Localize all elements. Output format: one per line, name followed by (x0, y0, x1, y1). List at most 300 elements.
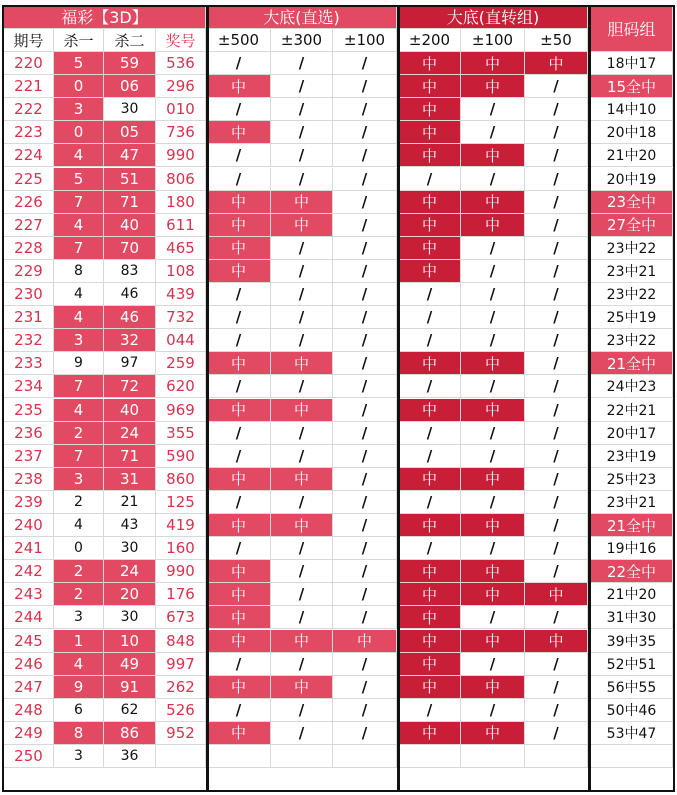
period-cell: 242 (4, 560, 54, 583)
hit-mark-cell: 中 (461, 583, 525, 606)
prize-cell: 259 (156, 352, 206, 375)
hit-mark-cell (271, 745, 333, 768)
prize-cell: 620 (156, 375, 206, 398)
hit-mark-cell: / (207, 144, 271, 167)
hit-mark-cell: / (333, 191, 397, 214)
kill1-cell: 4 (54, 283, 104, 306)
hit-mark-cell: 中 (461, 144, 525, 167)
kill1-cell: 4 (54, 514, 104, 537)
hit-mark-cell: / (333, 399, 397, 422)
hit-mark-cell: / (207, 52, 271, 75)
hit-mark-cell: / (399, 445, 461, 468)
hit-mark-cell: / (399, 306, 461, 329)
hit-mark-cell: / (525, 144, 588, 167)
hit-mark-cell: 中 (207, 722, 271, 745)
hit-mark-cell: / (461, 699, 525, 722)
kill1-cell: 6 (54, 699, 104, 722)
kill1-cell: 9 (54, 676, 104, 699)
prize-cell: 997 (156, 653, 206, 676)
kill2-cell: 24 (104, 422, 156, 445)
hit-mark-cell: / (399, 491, 461, 514)
hit-mark-cell: 中 (207, 676, 271, 699)
hit-mark-cell: / (271, 653, 333, 676)
hit-mark-cell: 中 (399, 722, 461, 745)
period-cell: 228 (4, 237, 54, 260)
hit-mark-cell: 中 (399, 237, 461, 260)
kill1-cell: 9 (54, 352, 104, 375)
hit-mark-cell: / (333, 214, 397, 237)
period-cell: 239 (4, 491, 54, 514)
danma-cell: 24中23 (591, 375, 673, 398)
kill2-cell: 05 (104, 121, 156, 144)
kill1-cell: 4 (54, 306, 104, 329)
period-cell: 227 (4, 214, 54, 237)
hit-mark-cell: / (271, 375, 333, 398)
danma-cell: 15全中 (591, 75, 673, 98)
kill2-cell: 40 (104, 214, 156, 237)
hit-mark-cell: 中 (399, 52, 461, 75)
hit-mark-cell: 中 (399, 121, 461, 144)
kill1-cell: 0 (54, 121, 104, 144)
hit-mark-cell: 中 (271, 352, 333, 375)
danma-cell: 20中17 (591, 422, 673, 445)
period-cell: 233 (4, 352, 54, 375)
hit-mark-cell: / (207, 306, 271, 329)
period-cell: 224 (4, 144, 54, 167)
kill2-cell: 49 (104, 653, 156, 676)
danma-cell: 27全中 (591, 214, 673, 237)
prize-cell: 465 (156, 237, 206, 260)
hit-mark-cell: / (207, 537, 271, 560)
danma-cell: 23中21 (591, 260, 673, 283)
hit-mark-cell: 中 (525, 630, 588, 653)
hit-mark-cell: 中 (207, 606, 271, 629)
hit-mark-cell: 中 (271, 630, 333, 653)
kill1-cell: 4 (54, 214, 104, 237)
hit-mark-cell (207, 745, 271, 768)
danma-cell: 20中19 (591, 168, 673, 191)
hit-mark-cell: / (525, 491, 588, 514)
hit-mark-cell: 中 (207, 468, 271, 491)
hit-mark-cell: / (207, 422, 271, 445)
danma-cell: 21全中 (591, 514, 673, 537)
period-cell: 248 (4, 699, 54, 722)
hit-mark-cell: 中 (461, 214, 525, 237)
danma-cell: 22全中 (591, 560, 673, 583)
hit-mark-cell: / (399, 375, 461, 398)
hit-mark-cell: / (207, 375, 271, 398)
period-cell: 229 (4, 260, 54, 283)
kill1-cell: 0 (54, 75, 104, 98)
hit-mark-cell: / (525, 191, 588, 214)
column-separator (397, 5, 400, 792)
period-cell: 250 (4, 745, 54, 768)
hit-mark-cell: / (525, 399, 588, 422)
hit-mark-cell: 中 (461, 722, 525, 745)
kill1-cell: 3 (54, 329, 104, 352)
period-cell: 247 (4, 676, 54, 699)
row-separator (2, 790, 675, 792)
column-separator (673, 5, 675, 792)
danma-cell: 23中19 (591, 445, 673, 468)
hit-mark-cell: 中 (207, 630, 271, 653)
hit-mark-cell: / (333, 606, 397, 629)
hit-mark-cell: / (207, 445, 271, 468)
hit-mark-cell: / (271, 722, 333, 745)
kill2-cell: 36 (104, 745, 156, 768)
hit-mark-cell: / (461, 375, 525, 398)
prize-cell: 010 (156, 98, 206, 121)
hit-mark-cell: / (271, 75, 333, 98)
hit-mark-cell: / (271, 583, 333, 606)
danma-cell: 23中22 (591, 237, 673, 260)
hit-mark-cell: 中 (271, 468, 333, 491)
hit-mark-cell: 中 (461, 514, 525, 537)
kill2-cell: 32 (104, 329, 156, 352)
kill1-cell: 7 (54, 445, 104, 468)
hit-mark-cell: / (525, 98, 588, 121)
danma-cell: 14中10 (591, 98, 673, 121)
hit-mark-cell: 中 (399, 214, 461, 237)
hit-mark-cell: / (333, 560, 397, 583)
hit-mark-cell: 中 (461, 676, 525, 699)
period-cell: 231 (4, 306, 54, 329)
hit-mark-cell: / (207, 329, 271, 352)
kill1-cell: 7 (54, 375, 104, 398)
kill2-cell: 40 (104, 399, 156, 422)
hit-mark-cell: 中 (399, 606, 461, 629)
hit-mark-cell: 中 (271, 514, 333, 537)
hit-mark-cell: / (399, 422, 461, 445)
danma-cell: 39中35 (591, 630, 673, 653)
hit-mark-cell: 中 (525, 583, 588, 606)
prize-cell: 180 (156, 191, 206, 214)
period-cell: 236 (4, 422, 54, 445)
column-separator (2, 5, 4, 792)
kill1-cell: 4 (54, 144, 104, 167)
hit-mark-cell: / (525, 283, 588, 306)
danma-cell: 21全中 (591, 352, 673, 375)
col-header-prize: 奖号 (156, 29, 206, 52)
hit-mark-cell: / (271, 283, 333, 306)
prize-cell: 736 (156, 121, 206, 144)
period-cell: 226 (4, 191, 54, 214)
hit-mark-cell: 中 (207, 191, 271, 214)
hit-mark-cell: / (461, 168, 525, 191)
hit-mark-cell: 中 (399, 560, 461, 583)
col-header-z300: ±300 (271, 29, 333, 52)
hit-mark-cell: 中 (333, 630, 397, 653)
hit-mark-cell (399, 745, 461, 768)
kill1-cell: 2 (54, 583, 104, 606)
hit-mark-cell: / (525, 306, 588, 329)
hit-mark-cell: / (525, 537, 588, 560)
kill1-cell: 3 (54, 745, 104, 768)
hit-mark-cell: / (525, 121, 588, 144)
hit-mark-cell: / (271, 329, 333, 352)
hit-mark-cell: / (333, 722, 397, 745)
hit-mark-cell: 中 (399, 514, 461, 537)
hit-mark-cell: / (525, 168, 588, 191)
hit-mark-cell: 中 (399, 191, 461, 214)
kill1-cell: 3 (54, 468, 104, 491)
hit-mark-cell: / (333, 375, 397, 398)
period-cell: 235 (4, 399, 54, 422)
period-cell: 240 (4, 514, 54, 537)
kill2-cell: 10 (104, 630, 156, 653)
hit-mark-cell: / (525, 237, 588, 260)
hit-mark-cell: 中 (399, 399, 461, 422)
kill1-cell: 3 (54, 98, 104, 121)
prize-cell: 860 (156, 468, 206, 491)
hit-mark-cell: / (399, 329, 461, 352)
kill2-cell: 30 (104, 98, 156, 121)
hit-mark-cell: / (333, 98, 397, 121)
period-cell: 232 (4, 329, 54, 352)
hit-mark-cell: / (461, 537, 525, 560)
kill1-cell: 1 (54, 630, 104, 653)
hit-mark-cell: / (271, 144, 333, 167)
kill1-cell: 2 (54, 422, 104, 445)
hit-mark-cell: / (271, 445, 333, 468)
kill1-cell: 4 (54, 653, 104, 676)
kill2-cell: 51 (104, 168, 156, 191)
hit-mark-cell: / (525, 722, 588, 745)
hit-mark-cell: / (525, 75, 588, 98)
hit-mark-cell: 中 (207, 352, 271, 375)
kill2-cell: 70 (104, 237, 156, 260)
hit-mark-cell: 中 (271, 191, 333, 214)
kill2-cell: 06 (104, 75, 156, 98)
hit-mark-cell: 中 (399, 75, 461, 98)
period-cell: 234 (4, 375, 54, 398)
danma-cell: 23中21 (591, 491, 673, 514)
danma-cell: 19中16 (591, 537, 673, 560)
danma-cell: 21中20 (591, 144, 673, 167)
hit-mark-cell: 中 (271, 399, 333, 422)
hit-mark-cell: / (271, 52, 333, 75)
col-header-g100: ±100 (461, 29, 525, 52)
kill2-cell: 30 (104, 606, 156, 629)
header-dadi-zhixuan: 大底(直选) (207, 5, 397, 29)
hit-mark-cell: / (525, 560, 588, 583)
hit-mark-cell: / (271, 491, 333, 514)
period-cell: 222 (4, 98, 54, 121)
hit-mark-cell: 中 (399, 352, 461, 375)
danma-cell: 22中21 (591, 399, 673, 422)
col-header-period: 期号 (4, 29, 54, 52)
danma-cell: 25中23 (591, 468, 673, 491)
hit-mark-cell: 中 (207, 399, 271, 422)
hit-mark-cell: / (525, 214, 588, 237)
hit-mark-cell (525, 745, 588, 768)
hit-mark-cell: / (333, 329, 397, 352)
danma-cell: 25中19 (591, 306, 673, 329)
period-cell: 221 (4, 75, 54, 98)
hit-mark-cell: / (333, 537, 397, 560)
hit-mark-cell: / (525, 445, 588, 468)
kill1-cell: 8 (54, 260, 104, 283)
hit-mark-cell: / (271, 560, 333, 583)
period-cell: 220 (4, 52, 54, 75)
hit-mark-cell: 中 (399, 583, 461, 606)
hit-mark-cell: / (333, 468, 397, 491)
hit-mark-cell: / (525, 260, 588, 283)
hit-mark-cell: 中 (271, 214, 333, 237)
hit-mark-cell (461, 745, 525, 768)
hit-mark-cell: / (525, 676, 588, 699)
kill2-cell: 86 (104, 722, 156, 745)
hit-mark-cell: 中 (399, 676, 461, 699)
col-header-kill1: 杀一 (54, 29, 104, 52)
period-cell: 223 (4, 121, 54, 144)
danma-cell: 23中22 (591, 283, 673, 306)
hit-mark-cell: / (333, 237, 397, 260)
kill2-cell: 43 (104, 514, 156, 537)
kill1-cell: 2 (54, 491, 104, 514)
prize-cell: 125 (156, 491, 206, 514)
hit-mark-cell: / (271, 699, 333, 722)
danma-cell: 50中46 (591, 699, 673, 722)
period-cell: 244 (4, 606, 54, 629)
hit-mark-cell: / (333, 445, 397, 468)
hit-mark-cell: / (333, 422, 397, 445)
hit-mark-cell: 中 (399, 653, 461, 676)
hit-mark-cell: / (525, 375, 588, 398)
hit-mark-cell: 中 (399, 144, 461, 167)
hit-mark-cell: / (525, 653, 588, 676)
prize-cell: 673 (156, 606, 206, 629)
hit-mark-cell: / (461, 121, 525, 144)
danma-cell: 23全中 (591, 191, 673, 214)
col-header-g50: ±50 (525, 29, 588, 52)
prize-cell: 848 (156, 630, 206, 653)
hit-mark-cell: 中 (461, 75, 525, 98)
hit-mark-cell: / (333, 514, 397, 537)
hit-mark-cell: / (333, 121, 397, 144)
hit-mark-cell: 中 (461, 560, 525, 583)
hit-mark-cell: / (271, 422, 333, 445)
hit-mark-cell: / (525, 606, 588, 629)
hit-mark-cell: / (461, 445, 525, 468)
hit-mark-cell: / (333, 52, 397, 75)
kill2-cell: 47 (104, 144, 156, 167)
hit-mark-cell: / (461, 283, 525, 306)
hit-mark-cell: / (333, 75, 397, 98)
row-separator (2, 5, 675, 7)
hit-mark-cell: / (333, 699, 397, 722)
hit-mark-cell: / (461, 237, 525, 260)
prize-cell: 160 (156, 537, 206, 560)
period-cell: 241 (4, 537, 54, 560)
hit-mark-cell: / (525, 422, 588, 445)
prize-cell: 108 (156, 260, 206, 283)
hit-mark-cell: 中 (399, 98, 461, 121)
hit-mark-cell: 中 (207, 237, 271, 260)
hit-mark-cell: / (461, 422, 525, 445)
hit-mark-cell: 中 (461, 468, 525, 491)
kill1-cell: 5 (54, 168, 104, 191)
danma-cell: 31中30 (591, 606, 673, 629)
kill1-cell: 7 (54, 191, 104, 214)
period-cell: 230 (4, 283, 54, 306)
kill2-cell: 72 (104, 375, 156, 398)
prize-cell: 990 (156, 144, 206, 167)
period-cell: 249 (4, 722, 54, 745)
prize-cell: 990 (156, 560, 206, 583)
hit-mark-cell: / (461, 260, 525, 283)
prize-cell: 262 (156, 676, 206, 699)
hit-mark-cell: / (271, 121, 333, 144)
hit-mark-cell: 中 (207, 214, 271, 237)
period-cell: 243 (4, 583, 54, 606)
kill2-cell: 71 (104, 445, 156, 468)
prize-cell: 296 (156, 75, 206, 98)
danma-cell: 23中22 (591, 329, 673, 352)
prize-cell: 419 (156, 514, 206, 537)
prize-cell: 732 (156, 306, 206, 329)
danma-cell: 52中51 (591, 653, 673, 676)
hit-mark-cell: / (207, 283, 271, 306)
hit-mark-cell: / (461, 98, 525, 121)
hit-mark-cell: / (333, 260, 397, 283)
hit-mark-cell: / (399, 168, 461, 191)
hit-mark-cell: 中 (207, 560, 271, 583)
danma-cell (591, 745, 673, 768)
kill1-cell: 0 (54, 537, 104, 560)
hit-mark-cell: / (399, 537, 461, 560)
column-separator (588, 5, 591, 792)
prize-cell: 526 (156, 699, 206, 722)
kill2-cell: 46 (104, 283, 156, 306)
danma-cell: 56中55 (591, 676, 673, 699)
hit-mark-cell: 中 (207, 75, 271, 98)
hit-mark-cell: / (461, 329, 525, 352)
prize-cell: 969 (156, 399, 206, 422)
hit-mark-cell: 中 (461, 630, 525, 653)
prize-cell (156, 745, 206, 768)
kill2-cell: 31 (104, 468, 156, 491)
danma-cell: 20中18 (591, 121, 673, 144)
hit-mark-cell: / (271, 260, 333, 283)
hit-mark-cell: / (399, 699, 461, 722)
hit-mark-cell: 中 (207, 583, 271, 606)
hit-mark-cell: 中 (461, 52, 525, 75)
hit-mark-cell: / (271, 306, 333, 329)
hit-mark-cell: / (333, 583, 397, 606)
hit-mark-cell: 中 (207, 121, 271, 144)
prize-cell: 536 (156, 52, 206, 75)
kill2-cell: 62 (104, 699, 156, 722)
hit-mark-cell: 中 (461, 352, 525, 375)
hit-mark-cell: / (207, 491, 271, 514)
hit-mark-cell: / (271, 168, 333, 191)
prize-cell: 806 (156, 168, 206, 191)
hit-mark-cell: 中 (207, 260, 271, 283)
hit-mark-cell: / (333, 144, 397, 167)
hit-mark-cell: 中 (461, 191, 525, 214)
header-dadi-zhizhuanzu: 大底(直转组) (399, 5, 588, 29)
hit-mark-cell: / (271, 537, 333, 560)
prize-cell: 355 (156, 422, 206, 445)
col-header-z100: ±100 (333, 29, 397, 52)
col-header-g200: ±200 (399, 29, 461, 52)
kill2-cell: 97 (104, 352, 156, 375)
hit-mark-cell: 中 (399, 260, 461, 283)
hit-mark-cell: / (399, 283, 461, 306)
kill1-cell: 4 (54, 399, 104, 422)
hit-mark-cell: / (333, 283, 397, 306)
